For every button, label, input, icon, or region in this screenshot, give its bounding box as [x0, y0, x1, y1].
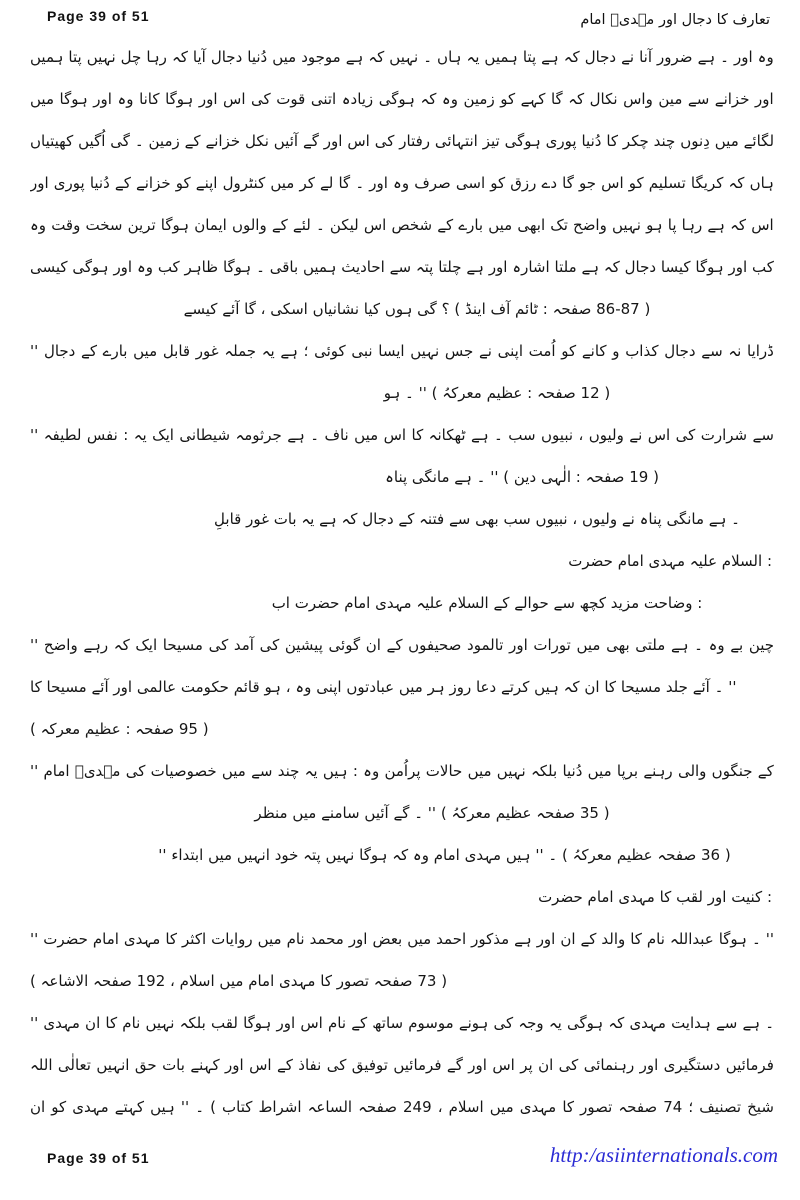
text-line-citation: ان کو مہدی کہتے ہیں '' ۔ ( کتاب اشراط الساعہ صفحہ 249 ، اسلام میں مہدی کا تصور صفحہ 74 ؛ تصنیف شیخ [30, 1098, 774, 1116]
text-line-citation: پناہ مانگی ہے ۔ '' ( دین الٰہی : صفحہ 19 ) [385, 468, 659, 486]
section-heading: حضرت امام مہدی علیہ السلام : [568, 552, 772, 570]
footer-website-link[interactable]: http:/asiinternationals.com [549, 1143, 778, 1167]
text-line-quote: '' واضح رہے کہ ایک مسیحا کی آمد کی پیشین گوئی ان کے صحیفوں تالمود اور تورات میں بھی ملتی ہے ۔ وہ بے چین [30, 636, 774, 654]
section-heading: حضرت امام مہدی کا لقب اور کنیت : [538, 888, 772, 906]
text-line-citation: کیسے آئے گا ، اسکی نشانیاں کیا ہوں گی ؟ ( اینڈ آف ٹائم : صفحہ 86-87 ) [183, 300, 651, 318]
text-line-quote: '' مہدی ان کا نام نہیں بلکہ لقب ہوگا اور اس نام کے ساتھ موسوم ہونے کی وجہ یہ ہوگی کہ مہدی ہدایت سے ہے ۔ [30, 1014, 774, 1032]
header-page-number: Page 39 of 51 [47, 8, 150, 24]
text-line-quote: کا مسیحا آئے اور عالمی حکومت قائم ہو ، وہ اپنی عبادتوں میں ہر روز دعا کرتے ہیں کہ ان کا مسیحا جلد آئے ۔ '' [30, 678, 737, 696]
footer-page-number: Page 39 of 51 [47, 1150, 150, 1166]
text-line: میں ہوگا اور وہ کانا ہوگا اور اس کی قوت اتنی زیادہ ہوگی کہ وہ زمین کو کہے گا کہ نکال واس مین سے خزانے اور [30, 90, 774, 108]
text-line-quote: '' امام مہدیؑ کی خصوصیات میں سے چند یہ ہیں : وہ پراُمن حالات میں نہیں بلکہ دُنیا میں برپا رہنے والی جنگوں کے [30, 762, 774, 780]
body-text [30, 36, 774, 1128]
text-line-quote: '' دجال کے بارے میں قابل غور جملہ یہ ہے ؛ کوئی نبی ایسا نہیں جس نے اپنی اُمت کو کانے و کذاب دجال سے نہ ڈرایا [30, 342, 774, 360]
text-line: اور پوری دُنیا کے خزانے کو اپنے کنٹرول میں کر لے گا ۔ اور وہ صرف اسی کو رزق دے گا جو اس کو تسلیم کریگا کہ ہاں [30, 174, 774, 192]
text-line-quote: '' ابتداء میں انہیں خود پتہ نہیں ہوگا کہ وہ امام مہدی ہیں '' ۔ ( معرکہُ عظیم صفحہ 36 ) [158, 846, 731, 864]
header-book-title: امام مہدیؑ اور دجال کا تعارف [580, 12, 770, 28]
text-line-quote: '' لطیفہ نفس : یہ ایک شیطانی جرثومہ ہے ۔ ناف میں اس کا ٹھکانہ ہے ۔ سب نبیوں ، ولیوں نے اس کی شرارت سے [30, 426, 774, 444]
text-line: اب حضرت امام مہدی علیہ السلام کے حوالے سے کچھ مزید وضاحت : [271, 594, 703, 612]
text-line: اللہ تعالٰی انہیں حق بات کہنے اور اس کے نفاذ کی توفیق فرمائیں گے اور اس پر ان کی رہنمائی اور دستگیری فرمائیں [30, 1056, 774, 1074]
text-line: کھیتیاں اُگیں گی ۔ زمین کے خزانے نکل آئیں گے اور اس کی رفتار انتہائی تیز ہوگی پوری دُنیا کا چکر چند دِنوں میں لگائے [30, 132, 774, 150]
text-line: کیسی ہوگی اور وہ کب ظاہر ہوگا ۔ باقی ہمیں احادیث سے پتہ چلتا ہے اور اشارہ ملتا ہے کہ دجال کیسا ہوگا اور کب [30, 258, 774, 276]
text-line-citation: ( معرکہ عظیم : صفحہ 95 ) [30, 720, 209, 738]
text-line-citation: ہو ۔ '' ( معرکہُ عظیم : صفحہ 12 ) [383, 384, 611, 402]
text-line: ہمیں پتا نہیں چل رہا کہ آیا دجال دُنیا میں موجود ہے کہ نہیں ۔ ہاں یہ ہمیں پتا ہے کہ دجال نے آنا ضرور ہے ۔ اور وہ [30, 48, 774, 66]
text-line: قابلِ غور بات یہ ہے کہ دجال کے فتنہ سے بھی سب نبیوں ، ولیوں نے پناہ مانگی ہے ۔ [214, 510, 740, 528]
text-line-citation: منظر میں سامنے آئیں گے ۔ '' ( معرکہُ عظیم صفحہ 35 ) [254, 804, 610, 822]
text-line-citation: ( الاشاعہ صفحہ 192 ، اسلام میں امام مہدی کا تصور صفحہ 73 ) [30, 972, 448, 990]
text-line: وہ وقت سخت ترین ہوگا ایمان والوں کے لئے ۔ لیکن اس شخص کے بارے میں ابھی تک واضح نہیں ہو پا رہا ہے کہ اس [30, 216, 774, 234]
text-line-quote: '' حضرت امام مہدی کا اکثر روایات میں نام محمد اور بعض میں احمد مذکور ہے اور ان کے والد کا نام عبداللہ ہوگا ۔ '' [30, 930, 774, 948]
